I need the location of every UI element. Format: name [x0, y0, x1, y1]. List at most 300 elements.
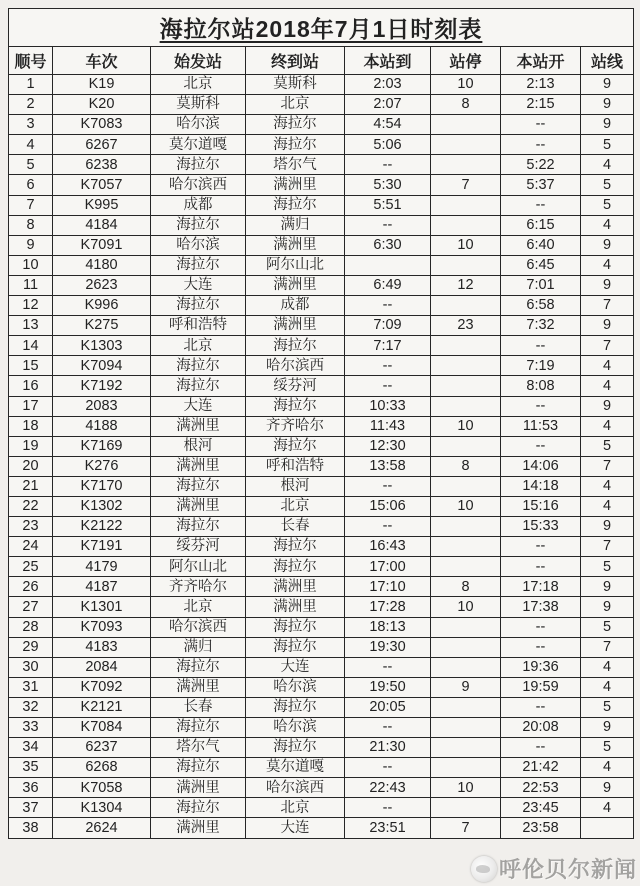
cell-depart: 14:06	[501, 456, 581, 476]
cell-train: K7170	[53, 476, 151, 496]
cell-track: 5	[581, 697, 634, 717]
cell-arrive: 7:17	[345, 336, 431, 356]
table-row	[9, 476, 634, 496]
cell-stop	[431, 115, 501, 135]
table-row	[9, 456, 634, 476]
cell-stop: 8	[431, 577, 501, 597]
cell-no: 36	[9, 778, 53, 798]
cell-from: 海拉尔	[151, 517, 246, 537]
cell-track: 9	[581, 75, 634, 95]
cell-stop	[431, 798, 501, 818]
cell-no: 17	[9, 396, 53, 416]
table-row	[9, 135, 634, 155]
cell-depart: 6:15	[501, 215, 581, 235]
cell-track: 7	[581, 456, 634, 476]
column-header-4: 本站到	[345, 47, 431, 75]
cell-depart: 2:13	[501, 75, 581, 95]
cell-train: K1302	[53, 496, 151, 516]
cell-from: 海拉尔	[151, 476, 246, 496]
cell-no: 14	[9, 336, 53, 356]
cell-track: 4	[581, 215, 634, 235]
cell-train: 4179	[53, 557, 151, 577]
table-row	[9, 758, 634, 778]
cell-arrive: 5:51	[345, 195, 431, 215]
cell-train: 2084	[53, 657, 151, 677]
cell-depart: --	[501, 336, 581, 356]
cell-no: 1	[9, 75, 53, 95]
cell-no: 33	[9, 718, 53, 738]
cell-arrive: 15:06	[345, 496, 431, 516]
cell-from: 海拉尔	[151, 296, 246, 316]
cell-depart: --	[501, 738, 581, 758]
cell-arrive: 13:58	[345, 456, 431, 476]
cell-stop	[431, 718, 501, 738]
cell-track: 7	[581, 296, 634, 316]
cell-depart: 8:08	[501, 376, 581, 396]
cell-from: 满洲里	[151, 677, 246, 697]
cell-depart: --	[501, 537, 581, 557]
cell-to: 哈尔滨西	[246, 778, 345, 798]
cell-train: 2623	[53, 275, 151, 295]
cell-to: 海拉尔	[246, 115, 345, 135]
cell-stop: 8	[431, 95, 501, 115]
cell-to: 北京	[246, 798, 345, 818]
cell-arrive: --	[345, 356, 431, 376]
cell-depart: 5:37	[501, 175, 581, 195]
cell-train: K7094	[53, 356, 151, 376]
table-row	[9, 517, 634, 537]
cell-depart: 7:01	[501, 275, 581, 295]
cell-depart: 6:45	[501, 255, 581, 275]
table-row	[9, 396, 634, 416]
cell-from: 海拉尔	[151, 657, 246, 677]
cell-to: 呼和浩特	[246, 456, 345, 476]
cell-track	[581, 818, 634, 838]
cell-track: 4	[581, 758, 634, 778]
cell-from: 海拉尔	[151, 255, 246, 275]
cell-stop: 23	[431, 316, 501, 336]
cell-to: 海拉尔	[246, 537, 345, 557]
cell-arrive: 2:03	[345, 75, 431, 95]
cell-to: 长春	[246, 517, 345, 537]
table-row	[9, 255, 634, 275]
cell-depart: 6:40	[501, 235, 581, 255]
cell-stop	[431, 135, 501, 155]
table-row	[9, 336, 634, 356]
cell-depart: 15:33	[501, 517, 581, 537]
cell-to: 海拉尔	[246, 396, 345, 416]
cell-arrive: 19:30	[345, 637, 431, 657]
cell-train: K2122	[53, 517, 151, 537]
table-row	[9, 155, 634, 175]
cell-stop	[431, 215, 501, 235]
cell-train: K1304	[53, 798, 151, 818]
cell-depart: 5:22	[501, 155, 581, 175]
cell-depart: --	[501, 436, 581, 456]
cell-to: 莫斯科	[246, 75, 345, 95]
cell-arrive: 2:07	[345, 95, 431, 115]
table-row	[9, 738, 634, 758]
cell-to: 绥芬河	[246, 376, 345, 396]
cell-stop	[431, 557, 501, 577]
cell-from: 哈尔滨西	[151, 175, 246, 195]
cell-arrive: 21:30	[345, 738, 431, 758]
table-row	[9, 235, 634, 255]
news-logo-icon	[471, 856, 497, 882]
cell-track: 4	[581, 496, 634, 516]
cell-track: 9	[581, 517, 634, 537]
table-row	[9, 637, 634, 657]
cell-track: 9	[581, 597, 634, 617]
cell-stop: 12	[431, 275, 501, 295]
cell-depart: 19:36	[501, 657, 581, 677]
cell-to: 塔尔气	[246, 155, 345, 175]
cell-no: 20	[9, 456, 53, 476]
cell-to: 满洲里	[246, 597, 345, 617]
cell-depart: 23:45	[501, 798, 581, 818]
table-row	[9, 496, 634, 516]
cell-arrive: 6:30	[345, 235, 431, 255]
cell-track: 5	[581, 135, 634, 155]
cell-track: 9	[581, 316, 634, 336]
watermark-text: 呼伦贝尔新闻	[498, 857, 637, 882]
cell-from: 绥芬河	[151, 537, 246, 557]
cell-stop	[431, 376, 501, 396]
cell-from: 成都	[151, 195, 246, 215]
cell-train: K7093	[53, 617, 151, 637]
cell-no: 38	[9, 818, 53, 838]
cell-from: 满洲里	[151, 456, 246, 476]
cell-no: 10	[9, 255, 53, 275]
cell-to: 海拉尔	[246, 336, 345, 356]
cell-depart: --	[501, 557, 581, 577]
cell-from: 满归	[151, 637, 246, 657]
cell-train: K1303	[53, 336, 151, 356]
watermark	[471, 853, 637, 884]
column-header-1: 车次	[53, 47, 151, 75]
cell-arrive	[345, 255, 431, 275]
cell-from: 海拉尔	[151, 718, 246, 738]
cell-arrive: --	[345, 476, 431, 496]
cell-from: 呼和浩特	[151, 316, 246, 336]
cell-arrive: 4:54	[345, 115, 431, 135]
cell-stop: 10	[431, 496, 501, 516]
table-row	[9, 617, 634, 637]
cell-arrive: --	[345, 798, 431, 818]
cell-from: 长春	[151, 697, 246, 717]
cell-train: 4184	[53, 215, 151, 235]
cell-track: 7	[581, 537, 634, 557]
table-row	[9, 557, 634, 577]
cell-to: 海拉尔	[246, 617, 345, 637]
cell-to: 成都	[246, 296, 345, 316]
cell-track: 4	[581, 677, 634, 697]
cell-no: 28	[9, 617, 53, 637]
cell-train: 2624	[53, 818, 151, 838]
cell-track: 9	[581, 778, 634, 798]
cell-from: 哈尔滨	[151, 115, 246, 135]
table-row	[9, 798, 634, 818]
cell-depart: 2:15	[501, 95, 581, 115]
column-header-7: 站线	[581, 47, 634, 75]
cell-arrive: --	[345, 758, 431, 778]
table-row	[9, 115, 634, 135]
cell-from: 齐齐哈尔	[151, 577, 246, 597]
cell-train: K2121	[53, 697, 151, 717]
cell-depart: 23:58	[501, 818, 581, 838]
cell-stop: 10	[431, 235, 501, 255]
cell-no: 24	[9, 537, 53, 557]
cell-to: 大连	[246, 818, 345, 838]
cell-train: 4183	[53, 637, 151, 657]
cell-track: 5	[581, 617, 634, 637]
cell-track: 5	[581, 175, 634, 195]
cell-no: 19	[9, 436, 53, 456]
cell-train: K7092	[53, 677, 151, 697]
cell-arrive: --	[345, 376, 431, 396]
cell-arrive: 20:05	[345, 697, 431, 717]
cell-train: K7091	[53, 235, 151, 255]
cell-stop	[431, 396, 501, 416]
page-title: 海拉尔站2018年7月1日时刻表	[9, 9, 634, 47]
table-row	[9, 356, 634, 376]
cell-from: 根河	[151, 436, 246, 456]
cell-track: 9	[581, 235, 634, 255]
header-row	[9, 47, 634, 75]
cell-to: 北京	[246, 95, 345, 115]
cell-train: K7169	[53, 436, 151, 456]
cell-arrive: --	[345, 517, 431, 537]
cell-stop	[431, 657, 501, 677]
cell-stop	[431, 738, 501, 758]
cell-arrive: --	[345, 155, 431, 175]
cell-no: 23	[9, 517, 53, 537]
cell-stop	[431, 617, 501, 637]
cell-no: 21	[9, 476, 53, 496]
cell-train: K996	[53, 296, 151, 316]
cell-to: 满洲里	[246, 235, 345, 255]
title-row	[9, 9, 634, 47]
cell-stop	[431, 476, 501, 496]
cell-stop	[431, 637, 501, 657]
cell-train: K19	[53, 75, 151, 95]
cell-train: 6268	[53, 758, 151, 778]
cell-track: 5	[581, 738, 634, 758]
cell-depart: --	[501, 115, 581, 135]
cell-no: 25	[9, 557, 53, 577]
cell-to: 阿尔山北	[246, 255, 345, 275]
cell-arrive: 22:43	[345, 778, 431, 798]
cell-track: 7	[581, 336, 634, 356]
cell-arrive: 17:28	[345, 597, 431, 617]
cell-from: 塔尔气	[151, 738, 246, 758]
cell-train: 2083	[53, 396, 151, 416]
cell-to: 海拉尔	[246, 436, 345, 456]
cell-track: 7	[581, 637, 634, 657]
cell-no: 9	[9, 235, 53, 255]
cell-no: 30	[9, 657, 53, 677]
cell-stop	[431, 356, 501, 376]
cell-no: 2	[9, 95, 53, 115]
cell-from: 满洲里	[151, 416, 246, 436]
cell-train: K7084	[53, 718, 151, 738]
table-row	[9, 657, 634, 677]
cell-arrive: 19:50	[345, 677, 431, 697]
cell-arrive: --	[345, 296, 431, 316]
table-row	[9, 376, 634, 396]
cell-train: K1301	[53, 597, 151, 617]
cell-from: 哈尔滨西	[151, 617, 246, 637]
cell-from: 海拉尔	[151, 356, 246, 376]
table-row	[9, 436, 634, 456]
cell-from: 海拉尔	[151, 155, 246, 175]
cell-stop	[431, 255, 501, 275]
cell-train: 4188	[53, 416, 151, 436]
cell-depart: 7:19	[501, 356, 581, 376]
cell-track: 9	[581, 577, 634, 597]
cell-track: 4	[581, 657, 634, 677]
cell-to: 海拉尔	[246, 738, 345, 758]
cell-depart: 6:58	[501, 296, 581, 316]
cell-train: K7058	[53, 778, 151, 798]
cell-track: 4	[581, 476, 634, 496]
cell-stop	[431, 155, 501, 175]
cell-no: 4	[9, 135, 53, 155]
column-header-2: 始发站	[151, 47, 246, 75]
cell-track: 4	[581, 255, 634, 275]
cell-from: 海拉尔	[151, 758, 246, 778]
cell-to: 海拉尔	[246, 697, 345, 717]
cell-no: 7	[9, 195, 53, 215]
cell-train: K7083	[53, 115, 151, 135]
cell-stop: 10	[431, 416, 501, 436]
cell-train: 6267	[53, 135, 151, 155]
cell-no: 34	[9, 738, 53, 758]
cell-track: 4	[581, 155, 634, 175]
table-row	[9, 215, 634, 235]
cell-stop	[431, 336, 501, 356]
cell-train: K276	[53, 456, 151, 476]
cell-arrive: 18:13	[345, 617, 431, 637]
cell-no: 13	[9, 316, 53, 336]
column-header-5: 站停	[431, 47, 501, 75]
cell-no: 29	[9, 637, 53, 657]
cell-arrive: 6:49	[345, 275, 431, 295]
cell-to: 哈尔滨西	[246, 356, 345, 376]
cell-stop	[431, 517, 501, 537]
table-row	[9, 175, 634, 195]
cell-to: 哈尔滨	[246, 677, 345, 697]
table-row	[9, 275, 634, 295]
cell-arrive: --	[345, 657, 431, 677]
cell-from: 大连	[151, 396, 246, 416]
cell-track: 4	[581, 376, 634, 396]
cell-no: 11	[9, 275, 53, 295]
cell-no: 18	[9, 416, 53, 436]
cell-arrive: 17:00	[345, 557, 431, 577]
cell-no: 22	[9, 496, 53, 516]
cell-track: 5	[581, 557, 634, 577]
cell-arrive: 12:30	[345, 436, 431, 456]
cell-stop: 9	[431, 677, 501, 697]
cell-depart: 19:59	[501, 677, 581, 697]
table-row	[9, 718, 634, 738]
cell-from: 满洲里	[151, 818, 246, 838]
cell-stop	[431, 436, 501, 456]
cell-no: 5	[9, 155, 53, 175]
cell-to: 满归	[246, 215, 345, 235]
cell-from: 满洲里	[151, 778, 246, 798]
cell-depart: --	[501, 135, 581, 155]
cell-train: 4180	[53, 255, 151, 275]
cell-from: 北京	[151, 336, 246, 356]
table-row	[9, 195, 634, 215]
cell-depart: 14:18	[501, 476, 581, 496]
cell-track: 9	[581, 718, 634, 738]
cell-arrive: --	[345, 718, 431, 738]
table-row	[9, 818, 634, 838]
cell-depart: 7:32	[501, 316, 581, 336]
table-row	[9, 296, 634, 316]
cell-from: 海拉尔	[151, 798, 246, 818]
cell-depart: 17:38	[501, 597, 581, 617]
cell-no: 15	[9, 356, 53, 376]
cell-depart: 21:42	[501, 758, 581, 778]
cell-stop	[431, 697, 501, 717]
cell-to: 海拉尔	[246, 557, 345, 577]
cell-to: 海拉尔	[246, 135, 345, 155]
cell-arrive: 17:10	[345, 577, 431, 597]
cell-train: K275	[53, 316, 151, 336]
column-header-0: 顺号	[9, 47, 53, 75]
cell-arrive: 16:43	[345, 537, 431, 557]
table-row	[9, 416, 634, 436]
cell-train: 6238	[53, 155, 151, 175]
table-row	[9, 597, 634, 617]
cell-to: 根河	[246, 476, 345, 496]
cell-arrive: 23:51	[345, 818, 431, 838]
cell-arrive: 5:06	[345, 135, 431, 155]
cell-depart: --	[501, 396, 581, 416]
cell-no: 35	[9, 758, 53, 778]
cell-no: 26	[9, 577, 53, 597]
column-header-6: 本站开	[501, 47, 581, 75]
cell-from: 北京	[151, 75, 246, 95]
table-row	[9, 577, 634, 597]
cell-to: 满洲里	[246, 275, 345, 295]
cell-arrive: 10:33	[345, 396, 431, 416]
cell-track: 9	[581, 275, 634, 295]
cell-no: 16	[9, 376, 53, 396]
cell-from: 莫斯科	[151, 95, 246, 115]
cell-train: K20	[53, 95, 151, 115]
cell-to: 满洲里	[246, 175, 345, 195]
cell-depart: --	[501, 697, 581, 717]
cell-no: 27	[9, 597, 53, 617]
cell-from: 海拉尔	[151, 376, 246, 396]
cell-depart: --	[501, 637, 581, 657]
cell-no: 37	[9, 798, 53, 818]
cell-train: 6237	[53, 738, 151, 758]
cell-stop	[431, 195, 501, 215]
cell-stop	[431, 296, 501, 316]
cell-train: K7057	[53, 175, 151, 195]
cell-from: 莫尔道嘎	[151, 135, 246, 155]
cell-from: 哈尔滨	[151, 235, 246, 255]
cell-no: 3	[9, 115, 53, 135]
cell-from: 满洲里	[151, 496, 246, 516]
cell-from: 阿尔山北	[151, 557, 246, 577]
